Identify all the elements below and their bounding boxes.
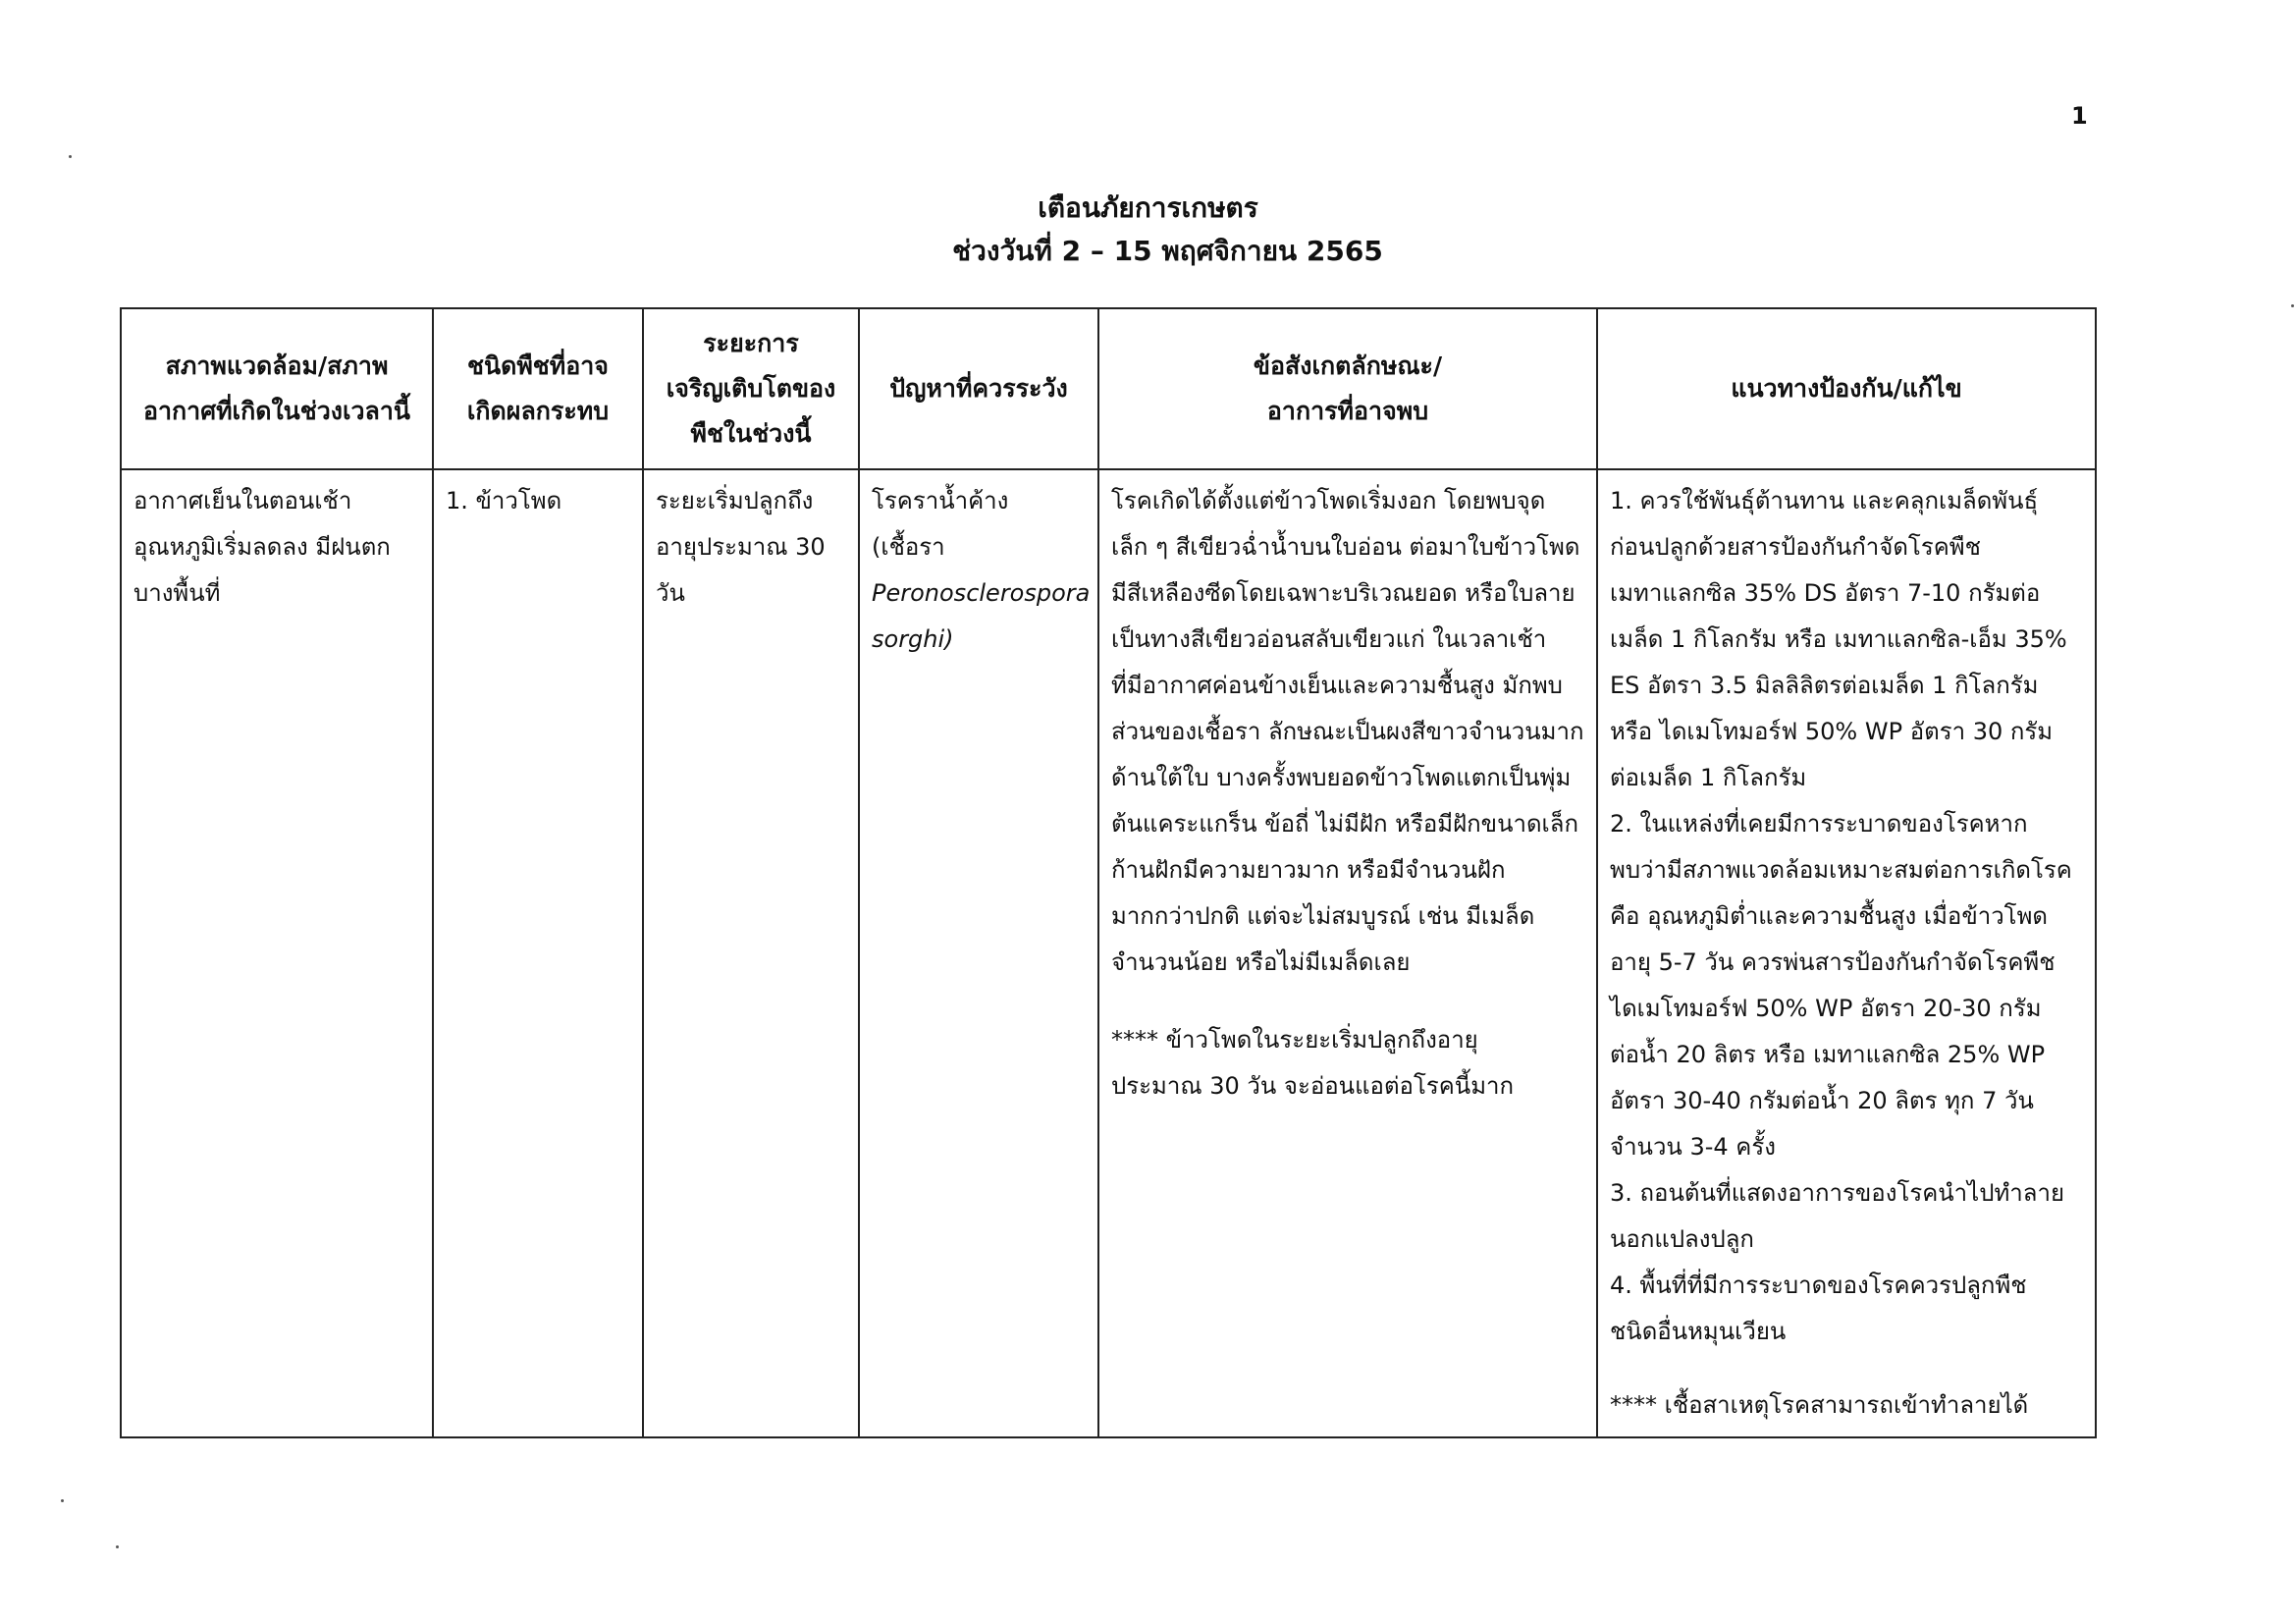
guideline-text: 1. ควรใช้พันธุ์ต้านทาน และคลุกเมล็ดพันธุ์ ก่อนปลูกด้วยสารป้องกันกำจัดโรคพืช เมทาแลกซิล 35% DS อัตรา 7-10 กรัมต่อ เมล็ด 1 กิโลกรัม หรือ เมทาแลกซิล-เอ็ม 35% ES อัตรา 3.5 มิลลิลิตรต่อเมล็ด 1 กิโลกรัม หรือ ไดเมโทมอร์ฟ 50% WP อัตรา 30 กรัม ต่อเมล็ด 1 กิโลกรัม 2. ในแหล่งที่เคยมีการระบาดของโรคหาก พบว่ามีสภาพแวดล้อมเหมาะสมต่อการเกิดโรค คือ อุณหภูมิต่ำและความชื้นสูง เมื่อข้าวโพด อายุ 5-7 วัน ควรพ่นสารป้องกันกำจัดโรคพืช ไดเมโทมอร์ฟ 50% WP อัตรา 20-30 กรัม ต่อน้ำ 20 ลิตร หรือ เมทาแลกซิล 25% WP อัตรา 30-40 กรัมต่อน้ำ 20 ลิตร ทุก 7 วัน จำนวน 3-4 ครั้ง 3. ถอนต้นที่แสดงอาการของโรคนำไปทำลาย นอกแปลงปลูก 4. พื้นที่ที่มีการระบาดของโรคควรปลูกพืช ชนิดอื่นหมุนเวียน bbox=[1610, 487, 2072, 1345]
scan-speck bbox=[2291, 304, 2294, 307]
page-number: 1 bbox=[2071, 102, 2088, 130]
cell-guideline bbox=[1597, 469, 2096, 1437]
page-title: เตือนภัยการเกษตร bbox=[1038, 191, 1258, 224]
scan-speck bbox=[61, 1499, 64, 1502]
problem-scientific-name: Peronosclerospora sorghi) bbox=[872, 579, 1091, 653]
cell-stage: ระยะเริ่มปลูกถึง อายุประมาณ 30 วัน bbox=[643, 469, 859, 1437]
page-subtitle: ช่วงวันที่ 2 – 15 พฤศจิกายน 2565 bbox=[952, 235, 1383, 267]
table-row bbox=[121, 469, 2096, 1437]
cell-crop: 1. ข้าวโพด bbox=[433, 469, 643, 1437]
cell-observation bbox=[1098, 469, 1597, 1437]
header-crop bbox=[433, 308, 643, 469]
header-guideline bbox=[1597, 308, 2096, 469]
header-problem-label: ปัญหาที่ควรระวัง bbox=[889, 374, 1068, 403]
header-observation bbox=[1098, 308, 1597, 469]
observation-text: โรคเกิดได้ตั้งแต่ข้าวโพดเริ่มงอก โดยพบจุด เล็ก ๆ สีเขียวฉ่ำน้ำบนใบอ่อน ต่อมาใบข้าวโพด มีสีเหลืองซีดโดยเฉพาะบริเวณยอด หรือใบลาย เป็นทางสีเขียวอ่อนสลับเขียวแก่ ในเวลาเช้า ที่มีอากาศค่อนข้างเย็นและความชื้นสูง มักพบ ส่วนของเชื้อรา ลักษณะเป็นผงสีขาวจำนวนมาก ด้านใต้ใบ บางครั้งพบยอดข้าวโพดแตกเป็นพุ่ม ต้นแคระแกร็น ข้อถี่ ไม่มีฝัก หรือมีฝักขนาดเล็ก ก้านฝักมีความยาวมาก หรือมีจำนวนฝัก มากกว่าปกติ แต่จะไม่สมบูรณ์ เช่น มีเมล็ด จำนวนน้อย หรือไม่มีเมล็ดเลย bbox=[1111, 487, 1584, 976]
alert-table bbox=[120, 307, 2097, 1438]
header-problem bbox=[859, 308, 1098, 469]
problem-text: โรคราน้ำค้าง (เชื้อรา bbox=[872, 487, 1009, 561]
scan-speck bbox=[69, 155, 72, 158]
header-environment bbox=[121, 308, 433, 469]
guideline-note: **** เชื้อสาเหตุโรคสามารถเข้าทำลายได้ bbox=[1610, 1391, 2029, 1419]
header-stage bbox=[643, 308, 859, 469]
table-header-row bbox=[121, 308, 2096, 469]
observation-note: **** ข้าวโพดในระยะเริ่มปลูกถึงอายุ ประมาณ 30 วัน จะอ่อนแอต่อโรคนี้มาก bbox=[1111, 1026, 1515, 1100]
header-guideline-label: แนวทางป้องกัน/แก้ไข bbox=[1731, 374, 1962, 403]
header-observation-label: ข้อสังเกตลักษณะ/ อาการที่อาจพบ bbox=[1253, 352, 1443, 425]
header-stage-label: ระยะการ เจริญเติบโตของ พืชในช่วงนี้ bbox=[666, 329, 836, 448]
scan-speck bbox=[116, 1545, 119, 1548]
header-crop-label: ชนิดพืชที่อาจ เกิดผลกระทบ bbox=[466, 352, 610, 425]
cell-environment: อากาศเย็นในตอนเช้า อุณหภูมิเริ่มลดลง มีฝนตก บางพื้นที่ bbox=[121, 469, 433, 1437]
cell-problem bbox=[859, 469, 1098, 1437]
header-environment-label: สภาพแวดล้อม/สภาพ อากาศที่เกิดในช่วงเวลานี้ bbox=[142, 352, 411, 425]
